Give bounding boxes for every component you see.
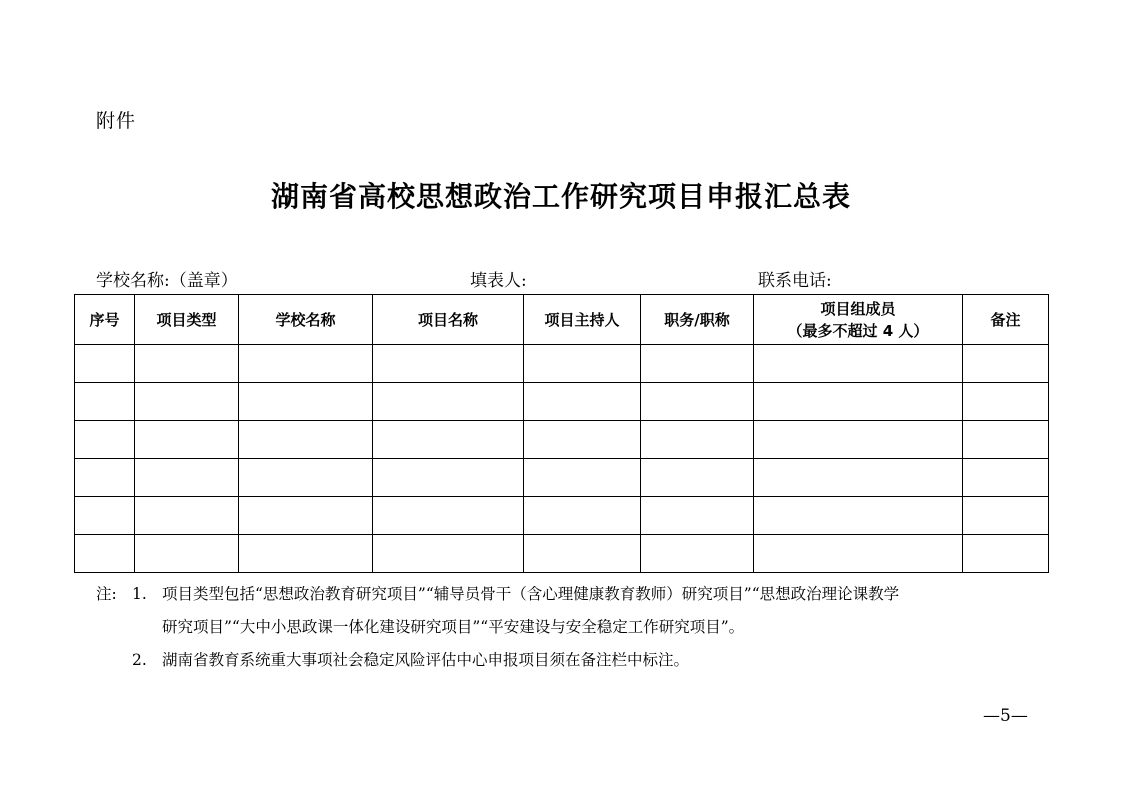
table-cell[interactable] xyxy=(963,459,1049,497)
table-cell[interactable] xyxy=(963,535,1049,573)
table-row xyxy=(75,383,1049,421)
note-number: 1. xyxy=(132,585,147,603)
note-text: 研究项目”“大中小思政课一体化建设研究项目”“平安建设与安全稳定工作研究项目”。 xyxy=(162,618,745,636)
header-serial-number: 序号 xyxy=(75,295,135,345)
header-members-note: （最多不超过 4 人） xyxy=(787,321,929,340)
school-name-label: 学校名称:（盖章） xyxy=(96,271,238,291)
table-cell[interactable] xyxy=(373,459,524,497)
summary-table xyxy=(74,294,1049,573)
header-project-members xyxy=(754,295,963,345)
page-number: —5— xyxy=(983,706,1028,726)
table-cell[interactable] xyxy=(135,421,239,459)
table-cell[interactable] xyxy=(135,459,239,497)
header-school-name: 学校名称 xyxy=(239,295,373,345)
table-cell[interactable] xyxy=(373,345,524,383)
table-cell[interactable] xyxy=(239,421,373,459)
table-cell[interactable] xyxy=(239,535,373,573)
header-members-label: 项目组成员 xyxy=(820,299,896,318)
table-row xyxy=(75,497,1049,535)
table-cell[interactable] xyxy=(754,383,963,421)
table-cell[interactable] xyxy=(135,535,239,573)
table-cell[interactable] xyxy=(524,535,641,573)
table-cell[interactable] xyxy=(135,497,239,535)
table-cell[interactable] xyxy=(239,459,373,497)
table-cell[interactable] xyxy=(135,383,239,421)
table-cell[interactable] xyxy=(754,459,963,497)
table-cell[interactable] xyxy=(75,497,135,535)
header-position-title: 职务/职称 xyxy=(641,295,754,345)
table-cell[interactable] xyxy=(75,421,135,459)
table-cell[interactable] xyxy=(373,421,524,459)
attachment-label: 附件 xyxy=(96,110,137,132)
table-cell[interactable] xyxy=(524,383,641,421)
notes-prefix: 注: xyxy=(96,585,117,603)
header-project-type: 项目类型 xyxy=(135,295,239,345)
table-row xyxy=(75,535,1049,573)
table-cell[interactable] xyxy=(754,345,963,383)
header-project-host: 项目主持人 xyxy=(524,295,641,345)
header-project-name: 项目名称 xyxy=(373,295,524,345)
phone-label: 联系电话: xyxy=(758,271,832,291)
table-cell[interactable] xyxy=(963,345,1049,383)
table-cell[interactable] xyxy=(641,421,754,459)
table-cell[interactable] xyxy=(75,383,135,421)
table-cell[interactable] xyxy=(373,383,524,421)
table-header-row xyxy=(75,295,1049,345)
note-number: 2. xyxy=(132,651,147,669)
table-cell[interactable] xyxy=(641,535,754,573)
note-text: 项目类型包括“思想政治教育研究项目”“辅导员骨干（含心理健康教育教师）研究项目”“思想政治理论课教学 xyxy=(162,585,900,603)
table-cell[interactable] xyxy=(239,497,373,535)
table-row xyxy=(75,459,1049,497)
note-item-2 xyxy=(96,644,1056,677)
table-cell[interactable] xyxy=(373,497,524,535)
note-text: 湖南省教育系统重大事项社会稳定风险评估中心申报项目须在备注栏中标注。 xyxy=(162,651,690,669)
table-cell[interactable] xyxy=(641,383,754,421)
table-cell[interactable] xyxy=(524,421,641,459)
document-title: 湖南省高校思想政治工作研究项目申报汇总表 xyxy=(270,180,851,213)
table-cell[interactable] xyxy=(524,345,641,383)
table-cell[interactable] xyxy=(524,497,641,535)
note-item-1 xyxy=(96,578,1056,611)
table-cell[interactable] xyxy=(135,345,239,383)
table-cell[interactable] xyxy=(239,345,373,383)
filler-label: 填表人: xyxy=(470,271,527,291)
table-cell[interactable] xyxy=(754,421,963,459)
table-cell[interactable] xyxy=(75,459,135,497)
table-cell[interactable] xyxy=(641,459,754,497)
table-row xyxy=(75,345,1049,383)
table-cell[interactable] xyxy=(641,345,754,383)
table-cell[interactable] xyxy=(239,383,373,421)
table-row xyxy=(75,421,1049,459)
table-cell[interactable] xyxy=(524,459,641,497)
table-cell[interactable] xyxy=(641,497,754,535)
notes-section xyxy=(96,578,1056,677)
table-cell[interactable] xyxy=(963,497,1049,535)
table-cell[interactable] xyxy=(75,345,135,383)
table-cell[interactable] xyxy=(754,497,963,535)
table-cell[interactable] xyxy=(754,535,963,573)
table-cell[interactable] xyxy=(963,383,1049,421)
note-item-1-continued xyxy=(96,611,1056,644)
table-cell[interactable] xyxy=(963,421,1049,459)
header-remarks: 备注 xyxy=(963,295,1049,345)
table-cell[interactable] xyxy=(75,535,135,573)
table-cell[interactable] xyxy=(373,535,524,573)
